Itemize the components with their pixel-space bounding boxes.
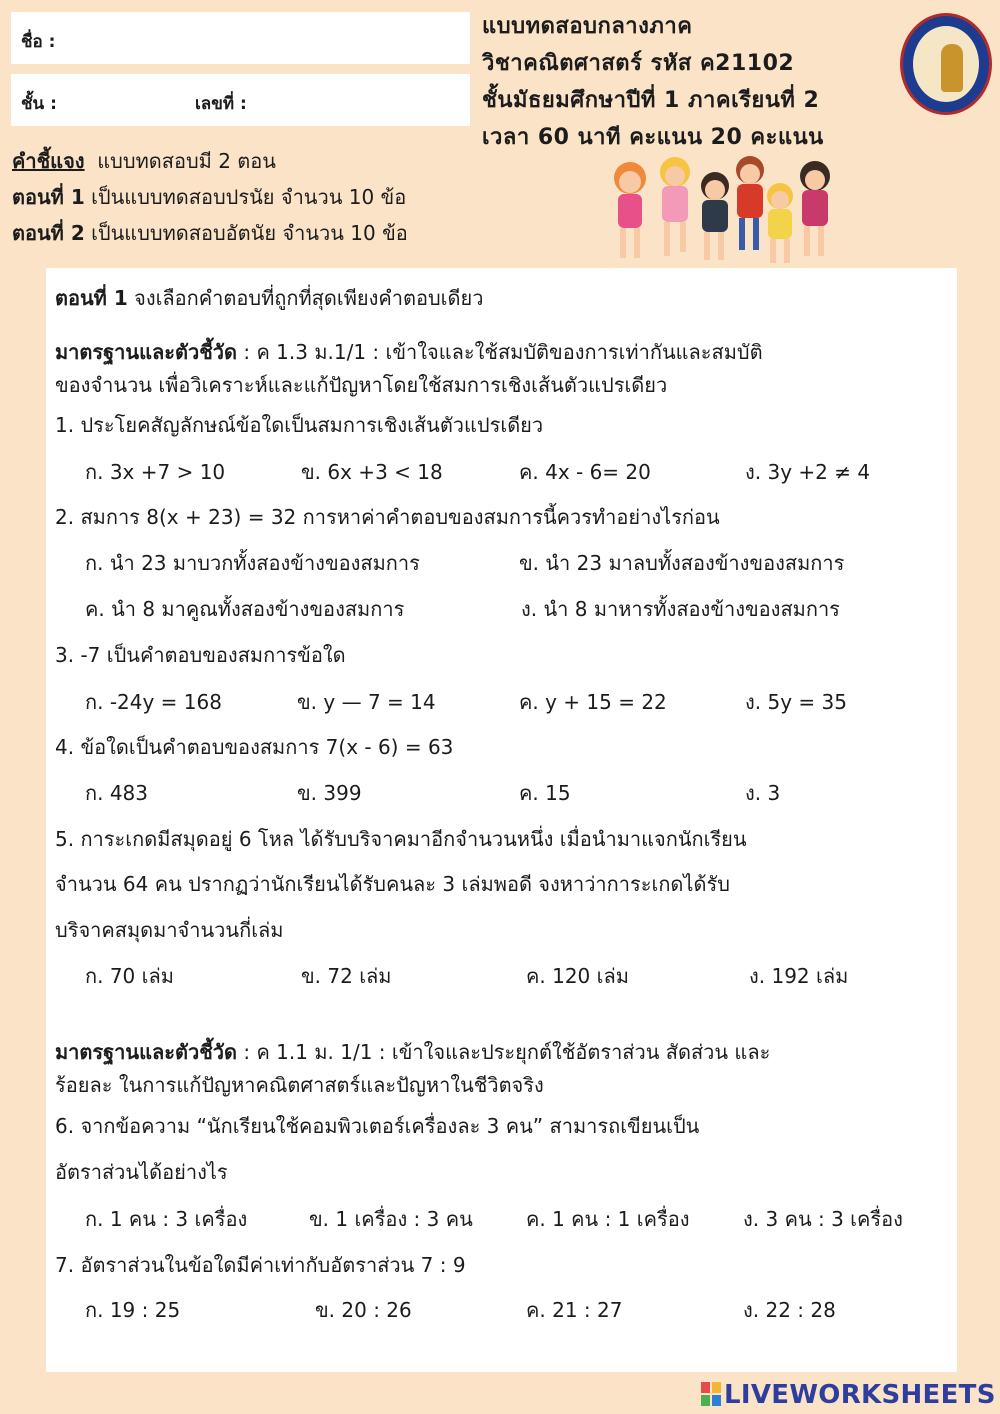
q4-option-d[interactable]: ง. 3 (745, 781, 781, 805)
liveworksheets-logo[interactable] (700, 1380, 996, 1410)
q6-option-b[interactable]: ข. 1 เครื่อง : 3 คน (309, 1207, 473, 1231)
q4-option-a[interactable]: ก. 483 (85, 781, 148, 805)
question-6-line2: อัตราส่วนได้อย่างไร (55, 1160, 228, 1184)
number-label: เลขที่ : (195, 94, 247, 114)
q6-option-c[interactable]: ค. 1 คน : 1 เครื่อง (526, 1207, 690, 1231)
instructions (12, 143, 408, 251)
question-panel (46, 268, 957, 1372)
part2-text: เป็นแบบทดสอบอัตนัย จำนวน 10 ข้อ (91, 221, 408, 245)
standard2-line1: มาตรฐานและตัวชี้วัด : ค 1.1 ม. 1/1 : เข้าใจและประยุกต์ใช้อัตราส่วน สัดส่วน และ (55, 1040, 771, 1064)
question-5-line3: บริจาคสมุดมาจำนวนกี่เล่ม (55, 918, 284, 942)
exam-title: แบบทดสอบกลางภาค (482, 14, 693, 39)
exam-subject: วิชาคณิตศาสตร์ รหัส ค21102 (482, 51, 795, 76)
q1-option-d[interactable]: ง. 3y +2 ≠ 4 (745, 460, 871, 484)
q5-option-c[interactable]: ค. 120 เล่ม (526, 964, 629, 988)
part1-heading: ตอนที่ 1 จงเลือกคำตอบที่ถูกที่สุดเพียงคำตอบเดียว (55, 286, 484, 310)
question-5-line1: 5. การะเกดมีสมุดอยู่ 6 โหล ได้รับบริจาคมาอีกจำนวนหนึ่ง เมื่อนำมาแจกนักเรียน (55, 827, 747, 851)
question-7: 7. อัตราส่วนในข้อใดมีค่าเท่ากับอัตราส่วน 7 : 9 (55, 1253, 466, 1277)
standard1-line2: ของจำนวน เพื่อวิเคราะห์และแก้ปัญหาโดยใช้สมการเชิงเส้นตัวแปรเดียว (55, 373, 668, 397)
q2-option-a[interactable]: ก. นำ 23 มาบวกทั้งสองข้างของสมการ (85, 551, 420, 575)
q6-option-d[interactable]: ง. 3 คน : 3 เครื่อง (743, 1207, 903, 1231)
q1-option-c[interactable]: ค. 4x - 6= 20 (519, 460, 651, 484)
q2-option-c[interactable]: ค. นำ 8 มาคูณทั้งสองข้างของสมการ (85, 597, 405, 621)
exam-grade: ชั้นมัธยมศึกษาปีที่ 1 ภาคเรียนที่ 2 (482, 88, 820, 113)
question-2: 2. สมการ 8(x + 23) = 32 การหาค่าคำตอบของสมการนี้ควรทำอย่างไรก่อน (55, 505, 720, 529)
q3-option-b[interactable]: ข. y — 7 = 14 (297, 690, 436, 714)
question-3: 3. -7 เป็นคำตอบของสมการข้อใด (55, 643, 346, 667)
q1-option-b[interactable]: ข. 6x +3 < 18 (301, 460, 443, 484)
name-field[interactable] (11, 12, 470, 64)
q2-option-b[interactable]: ข. นำ 23 มาลบทั้งสองข้างของสมการ (519, 551, 845, 575)
q3-option-a[interactable]: ก. -24y = 168 (85, 690, 222, 714)
part1-label: ตอนที่ 1 (12, 185, 85, 209)
question-4: 4. ข้อใดเป็นคำตอบของสมการ 7(x - 6) = 63 (55, 735, 454, 759)
q4-option-c[interactable]: ค. 15 (519, 781, 571, 805)
children-illustration (600, 148, 845, 268)
class-label: ชั้น : (21, 94, 57, 114)
exam-time: เวลา 60 นาที คะแนน 20 คะแนน (482, 125, 824, 150)
q3-option-d[interactable]: ง. 5y = 35 (745, 690, 847, 714)
liveworksheets-text: LIVEWORKSHEETS (724, 1380, 996, 1410)
school-seal-logo (900, 13, 992, 115)
name-label: ชื่อ : (21, 32, 56, 52)
liveworksheets-icon (700, 1381, 722, 1407)
instructions-label: คำชี้แจง (12, 149, 85, 173)
question-1: 1. ประโยคสัญลักษณ์ข้อใดเป็นสมการเชิงเส้นตัวแปรเดียว (55, 413, 544, 437)
q7-option-c[interactable]: ค. 21 : 27 (526, 1298, 623, 1322)
q7-option-a[interactable]: ก. 19 : 25 (85, 1298, 181, 1322)
part1-text: เป็นแบบทดสอบปรนัย จำนวน 10 ข้อ (91, 185, 407, 209)
q7-option-b[interactable]: ข. 20 : 26 (315, 1298, 412, 1322)
q2-option-d[interactable]: ง. นำ 8 มาหารทั้งสองข้างของสมการ (521, 597, 840, 621)
q1-option-a[interactable]: ก. 3x +7 > 10 (85, 460, 226, 484)
class-number-field[interactable] (11, 74, 470, 126)
q5-option-a[interactable]: ก. 70 เล่ม (85, 964, 174, 988)
standard1-line1: มาตรฐานและตัวชี้วัด : ค 1.3 ม.1/1 : เข้าใจและใช้สมบัติของการเท่ากันและสมบัติ (55, 340, 763, 364)
exam-title-block (482, 8, 824, 156)
question-6-line1: 6. จากข้อความ “นักเรียนใช้คอมพิวเตอร์เครื่องละ 3 คน” สามารถเขียนเป็น (55, 1114, 700, 1138)
q5-option-d[interactable]: ง. 192 เล่ม (749, 964, 849, 988)
standard2-line2: ร้อยละ ในการแก้ปัญหาคณิตศาสตร์และปัญหาในชีวิตจริง (55, 1073, 544, 1097)
q3-option-c[interactable]: ค. y + 15 = 22 (519, 690, 667, 714)
q6-option-a[interactable]: ก. 1 คน : 3 เครื่อง (85, 1207, 248, 1231)
question-5-line2: จำนวน 64 คน ปรากฏว่านักเรียนได้รับคนละ 3 เล่มพอดี จงหาว่าการะเกดได้รับ (55, 872, 730, 896)
q7-option-d[interactable]: ง. 22 : 28 (743, 1298, 836, 1322)
instructions-text: แบบทดสอบมี 2 ตอน (97, 149, 276, 173)
part2-label: ตอนที่ 2 (12, 221, 85, 245)
q5-option-b[interactable]: ข. 72 เล่ม (301, 964, 392, 988)
q4-option-b[interactable]: ข. 399 (297, 781, 362, 805)
